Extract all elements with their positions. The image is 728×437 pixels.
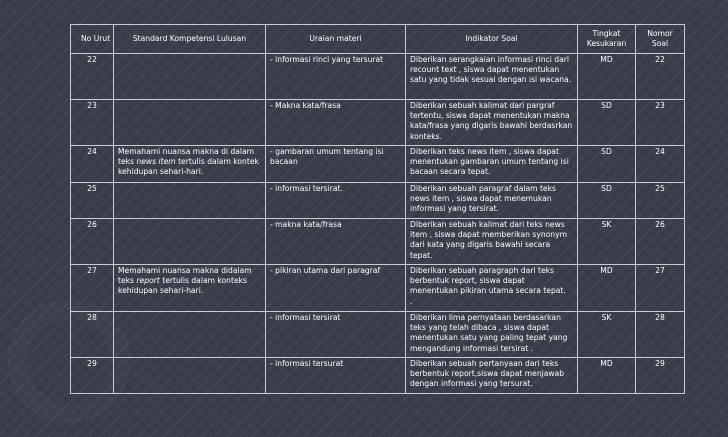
kisi-kisi-table [70,24,685,394]
table-row [71,54,685,100]
cell-tingkat-kesukaran: MD [578,265,636,312]
cell-nomor-soal: 25 [636,183,685,219]
cell-standard-kompetensi [114,54,266,100]
cell-tingkat-kesukaran: SD [578,146,636,183]
table-row [71,312,685,358]
cell-no-urut: 23 [71,100,114,146]
cell-no-urut: 22 [71,54,114,100]
cell-tingkat-kesukaran: SK [578,312,636,358]
cell-no-urut: 24 [71,146,114,183]
cell-indikator-soal: Diberikan serangkaian informasi rinci dari recount text , siswa dapat menentukan satu yang tidak sesuai dengan isi wacana. [406,54,578,100]
cell-no-urut: 27 [71,265,114,312]
cell-uraian-materi: - informasi tersurat [266,358,406,394]
cell-uraian-materi: - makna kata/frasa [266,219,406,265]
cell-nomor-soal: 26 [636,219,685,265]
cell-nomor-soal: 24 [636,146,685,183]
cell-tingkat-kesukaran: SK [578,219,636,265]
header-no-urut: No Urut [71,25,114,54]
cell-indikator-soal: Diberikan sebuah paragraf dalam teks news item , siswa dapat menemukan informasi yang tersirat. [406,183,578,219]
cell-tingkat-kesukaran: SD [578,100,636,146]
cell-standard-kompetensi [114,183,266,219]
cell-standard-kompetensi [114,265,266,312]
cell-standard-kompetensi [114,219,266,265]
table-row [71,265,685,312]
cell-indikator-soal: Diberikan sebuah kalimat dari teks news item , siswa dapat memberikan synonym dari kata yang digaris bawahi secara tepat. [406,219,578,265]
cell-uraian-materi: - Makna kata/frasa [266,100,406,146]
table-row [71,100,685,146]
cell-indikator-soal: Diberikan sebuah kalimat dari pargraf tertentu, siswa dapat menentukan makna kata/frasa yang digaris bawahi berdasrkan konteks. [406,100,578,146]
cell-no-urut: 26 [71,219,114,265]
cell-uraian-materi: - informasi tersirat. [266,183,406,219]
cell-tingkat-kesukaran: MD [578,358,636,394]
cell-indikator-soal: Diberikan teks news item , siswa dapat menentukan gambaran umum tentang isi bacaan secara tepat. [406,146,578,183]
skl-text-end: tertulis dalam konteks kehidupan sehari-hari. [118,276,247,296]
cell-standard-kompetensi [114,358,266,394]
cell-indikator-soal: Diberikan sebuah paragraph dari teks berbentuk report, siswa dapat menentukan pikiran utama secara tepat. . [406,265,578,312]
cell-standard-kompetensi [114,312,266,358]
cell-nomor-soal: 29 [636,358,685,394]
header-indikator-soal: Indikator Soal [406,25,578,54]
cell-standard-kompetensi [114,146,266,183]
cell-tingkat-kesukaran: MD [578,54,636,100]
cell-nomor-soal: 27 [636,265,685,312]
header-nomor-soal: Nomor Soal [636,25,685,54]
cell-nomor-soal: 23 [636,100,685,146]
cell-indikator-soal: Diberikan lima pernyataan berdasarkan teks yang telah dibaca , siswa dapat menentukan satu yang paling tepat yang mengandung informasi tersirat . [406,312,578,358]
cell-uraian-materi: - gambaran umum tentang isi bacaan [266,146,406,183]
cell-nomor-soal: 28 [636,312,685,358]
cell-uraian-materi: - informasi rinci yang tersurat [266,54,406,100]
cell-uraian-materi: - pikiran utama dari paragraf [266,265,406,312]
table-row [71,146,685,183]
cell-no-urut: 28 [71,312,114,358]
header-tingkat-kesukaran: Tingkat Kesukaran [578,25,636,54]
cell-indikator-soal: Diberikan sebuah pertanyaan dari teks berbentuk report,siswa dapat menjawab dengan informasi yang tersurat. [406,358,578,394]
cell-tingkat-kesukaran: SD [578,183,636,219]
table-row [71,219,685,265]
table-row [71,183,685,219]
skl-text-start: Memahami nuansa makna di dalam teks [118,147,255,167]
table-row [71,358,685,394]
header-uraian-materi: Uraian materi [266,25,406,54]
skl-text-genre: report [136,276,160,286]
skl-text-end: tertulis dalam kontek kehidupan sehari-hari. [118,157,259,177]
cell-uraian-materi: - informasi tersirat [266,312,406,358]
skl-text-start: Memahami nuansa makna didalam teks [118,266,252,286]
cell-no-urut: 25 [71,183,114,219]
header-standard-kompetensi: Standard Kompetensi Lulusan [114,25,266,54]
cell-nomor-soal: 22 [636,54,685,100]
table-header-row [71,25,685,54]
cell-standard-kompetensi [114,100,266,146]
skl-text-genre: news item [136,157,176,167]
cell-no-urut: 29 [71,358,114,394]
